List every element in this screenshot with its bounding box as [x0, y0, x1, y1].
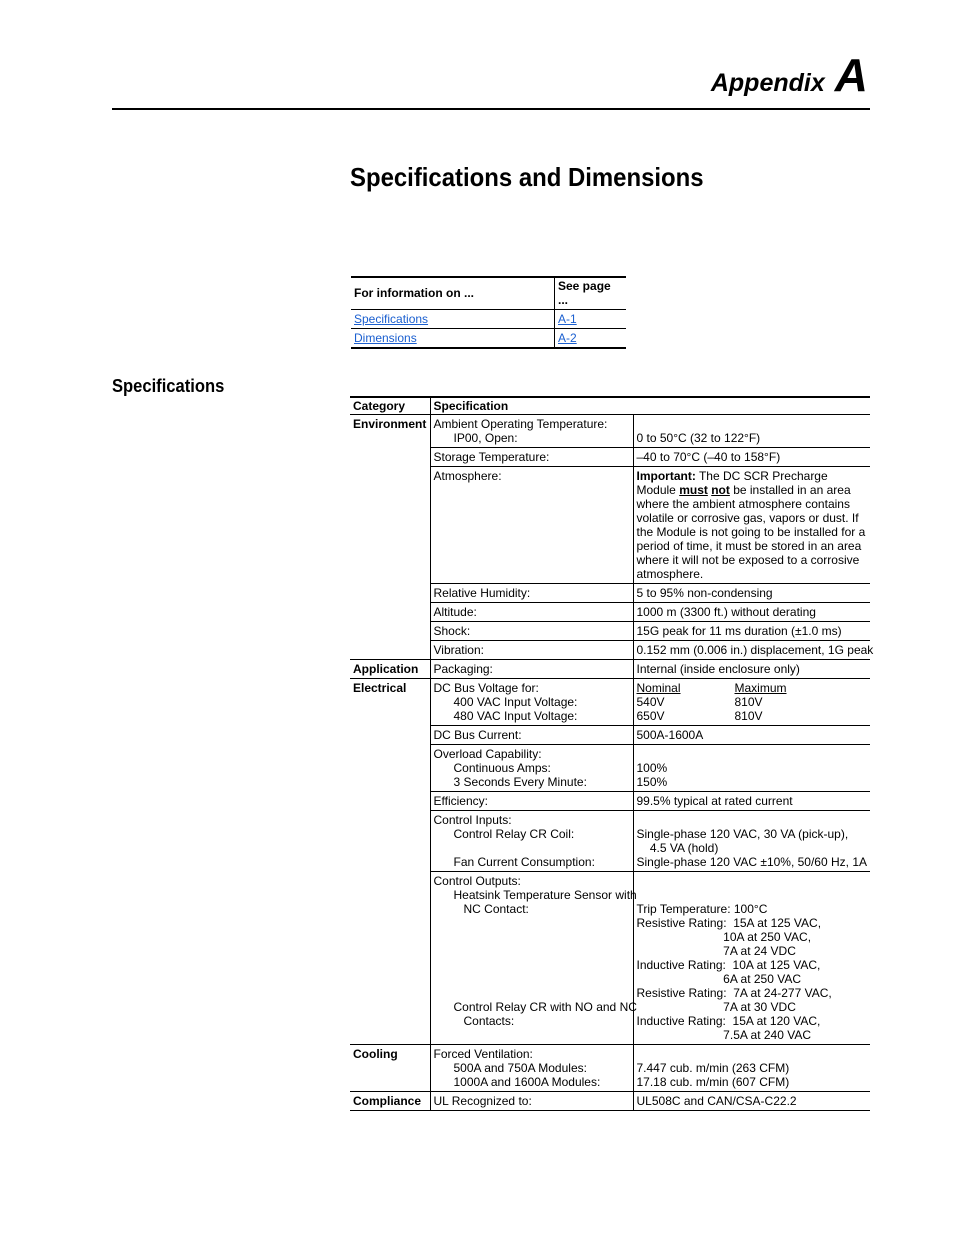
table-row — [350, 679, 870, 726]
toc-header-page: See page ... — [555, 277, 627, 310]
spec-item: DC Bus Voltage for: 400 VAC Input Voltage: 480 VAC Input Voltage: — [430, 679, 633, 726]
spec-value-atmosphere — [633, 467, 870, 584]
table-row — [350, 1092, 870, 1111]
maximum-value: 810V — [734, 695, 763, 709]
appendix-word: Appendix — [710, 69, 825, 97]
spec-item: Ambient Operating Temperature: IP00, Open: — [430, 415, 633, 448]
category-environment: Environment — [353, 417, 427, 431]
spec-item: Altitude: — [430, 603, 633, 622]
spec-item: UL Recognized to: — [430, 1092, 633, 1111]
category-electrical: Electrical — [353, 681, 407, 695]
spec-item: Packaging: — [430, 660, 633, 679]
page-title: Specifications and Dimensions — [350, 162, 704, 192]
spec-value: 0 to 50°C (32 to 122°F) — [633, 415, 870, 448]
table-row — [350, 584, 870, 603]
spec-item: Relative Humidity: — [430, 584, 633, 603]
spec-header-specification: Specification — [430, 397, 870, 415]
spec-item: Efficiency: — [430, 792, 633, 811]
spec-item: Storage Temperature: — [430, 448, 633, 467]
spec-value-dc-bus — [633, 679, 870, 726]
spec-value: 500A-1600A — [633, 726, 870, 745]
table-row — [350, 415, 870, 448]
spec-value: Internal (inside enclosure only) — [633, 660, 870, 679]
toc-header-topic: For information on ... — [351, 277, 555, 310]
spec-value: Single-phase 120 VAC, 30 VA (pick-up), 4.5 VA (hold) Single-phase 120 VAC ±10%, 50/60 Hz, 1A — [633, 811, 870, 872]
appendix-heading — [710, 49, 868, 101]
toc-link-page-a2[interactable]: A-2 — [558, 331, 577, 345]
spec-item: Vibration: — [430, 641, 633, 660]
spec-value: –40 to 70°C (–40 to 158°F) — [633, 448, 870, 467]
spec-table — [350, 396, 874, 1111]
table-row — [350, 872, 870, 1045]
nominal-value: 540V — [636, 695, 665, 709]
spec-value: 1000 m (3300 ft.) without derating — [633, 603, 870, 622]
category-compliance: Compliance — [350, 1092, 430, 1111]
nominal-header: Nominal — [636, 681, 681, 695]
spec-value: 100% 150% — [633, 745, 870, 792]
section-title: Specifications — [112, 376, 225, 396]
category-application: Application — [350, 660, 430, 679]
spec-item: DC Bus Current: — [430, 726, 633, 745]
spec-value: Trip Temperature: 100°C Resistive Rating: 15A at 125 VAC, 10A at 250 VAC, 7A at 24 VDC Inductive Rating: 10A at 125 VAC, 6A at 250 VAC Resistive Rating: 7A at 24-277 VAC, 7A at 30 VDC Inductive Rating: 15A at 120 VAC, 7.5A at 240 VAC — [633, 872, 870, 1045]
atmosphere-text: be installed in an area where the ambient atmosphere contains volatile or corrosive gas, vapors or dust. If the Module is not going to be installed for a period of time, it must be stored in an area where it will not be exposed to a corrosive atmosphere. — [636, 483, 866, 581]
table-row — [350, 641, 870, 660]
spec-value: 7.447 cub. m/min (263 CFM) 17.18 cub. m/min (607 CFM) — [633, 1045, 870, 1092]
table-row — [350, 622, 870, 641]
header-rule — [112, 108, 870, 110]
spec-item: Atmosphere: — [430, 467, 633, 584]
spec-item: Forced Ventilation: 500A and 750A Modules: 1000A and 1600A Modules: — [430, 1045, 633, 1092]
toc-link-page-a1[interactable]: A-1 — [558, 312, 577, 326]
spec-item: Overload Capability: Continuous Amps: 3 Seconds Every Minute: — [430, 745, 633, 792]
toc-row — [351, 310, 626, 329]
spec-value: 99.5% typical at rated current — [633, 792, 870, 811]
table-row — [350, 467, 870, 584]
maximum-value: 810V — [734, 709, 763, 723]
category-cooling: Cooling — [350, 1045, 430, 1092]
table-row — [350, 726, 870, 745]
appendix-letter: A — [834, 49, 868, 101]
table-row — [350, 792, 870, 811]
nominal-value: 650V — [636, 709, 665, 723]
table-row — [350, 660, 870, 679]
must-emphasis: must — [679, 483, 708, 497]
spec-item: Shock: — [430, 622, 633, 641]
maximum-header: Maximum — [734, 681, 787, 695]
spec-value: 5 to 95% non-condensing — [633, 584, 870, 603]
table-row — [350, 745, 870, 792]
toc-table — [351, 276, 626, 349]
toc-link-specifications[interactable]: Specifications — [354, 312, 429, 326]
table-row — [350, 448, 870, 467]
spec-value: UL508C and CAN/CSA-C22.2 — [633, 1092, 870, 1111]
spec-value: 0.152 mm (0.006 in.) displacement, 1G peak — [633, 641, 870, 660]
table-row — [350, 603, 870, 622]
spec-value: 15G peak for 11 ms duration (±1.0 ms) — [633, 622, 870, 641]
toc-row — [351, 329, 626, 349]
table-row — [350, 811, 870, 872]
spec-item: Control Outputs: Heatsink Temperature Sensor with NC Contact: Control Relay CR with NO and NC Contacts: — [430, 872, 633, 1045]
spec-item: Control Inputs: Control Relay CR Coil: Fan Current Consumption: — [430, 811, 633, 872]
spec-header-category: Category — [350, 397, 430, 415]
not-emphasis: not — [711, 483, 730, 497]
atmosphere-text: The DC SCR Precharge Module — [636, 469, 828, 497]
table-row — [350, 1045, 870, 1092]
toc-link-dimensions[interactable]: Dimensions — [354, 331, 417, 345]
important-label: Important: — [636, 469, 696, 483]
